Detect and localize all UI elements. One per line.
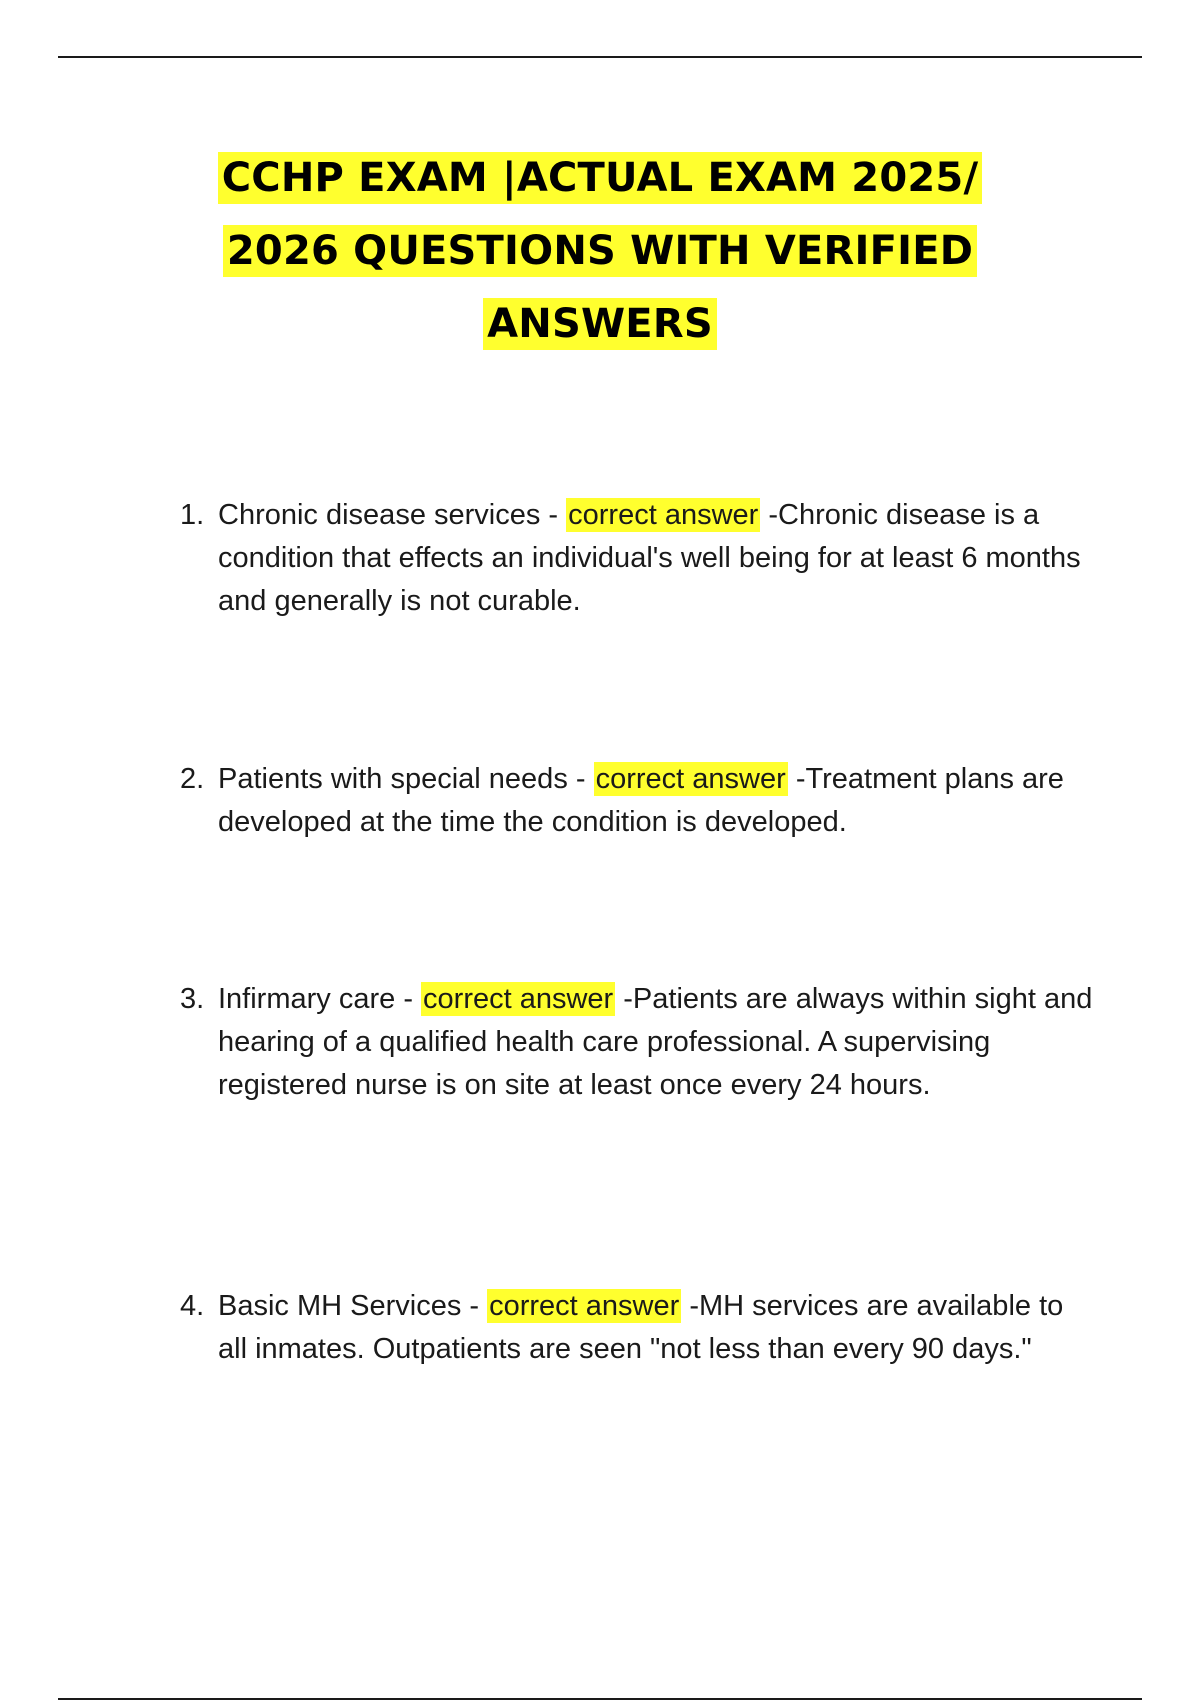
qa-item-2 <box>180 758 1100 844</box>
correct-answer-marker: correct answer <box>595 763 786 795</box>
qa-item-1 <box>180 494 1100 623</box>
qa-item-number: 1. <box>180 499 205 531</box>
top-divider <box>58 56 1142 58</box>
qa-answer: -Patients are always within sight and hearing of a qualified health care professional. A supervising registered nurse is on site at least once every 24 hours. <box>218 983 1093 1101</box>
qa-answer: -Chronic disease is a condition that effects an individual's well being for at least 6 months and generally is not curable. <box>218 499 1081 617</box>
qa-item-body <box>218 758 1100 844</box>
qa-term: Patients with special needs - <box>218 763 594 795</box>
qa-term: Basic MH Services - <box>218 1290 488 1322</box>
qa-term: Infirmary care - <box>218 983 422 1015</box>
correct-answer-marker: correct answer <box>423 983 614 1015</box>
qa-item-4 <box>180 1285 1100 1371</box>
qa-answer: -MH services are available to all inmates. Outpatients are seen "not less than every 90 days." <box>218 1290 1064 1365</box>
qa-term: Chronic disease services - <box>218 499 567 531</box>
title-line-1-text: CCHP EXAM |ACTUAL EXAM 2025/ <box>218 152 983 204</box>
qa-item-number: 3. <box>180 983 205 1015</box>
qa-item-body <box>218 494 1100 623</box>
title-line-2-text: 2026 QUESTIONS WITH VERIFIED <box>223 225 977 277</box>
correct-answer-marker: correct answer <box>568 499 759 531</box>
title-line-1 <box>0 142 1200 215</box>
qa-item-body <box>218 1285 1100 1371</box>
correct-answer-marker: correct answer <box>489 1290 680 1322</box>
document-title <box>0 142 1200 361</box>
qa-answer: -Treatment plans are developed at the time the condition is developed. <box>218 763 1064 838</box>
qa-item-number: 2. <box>180 763 205 795</box>
qa-item-body <box>218 978 1100 1107</box>
title-line-2 <box>0 215 1200 288</box>
qa-item-3 <box>180 978 1100 1107</box>
title-line-3 <box>0 288 1200 361</box>
qa-item-number: 4. <box>180 1290 205 1322</box>
title-line-3-text: ANSWERS <box>483 298 717 350</box>
